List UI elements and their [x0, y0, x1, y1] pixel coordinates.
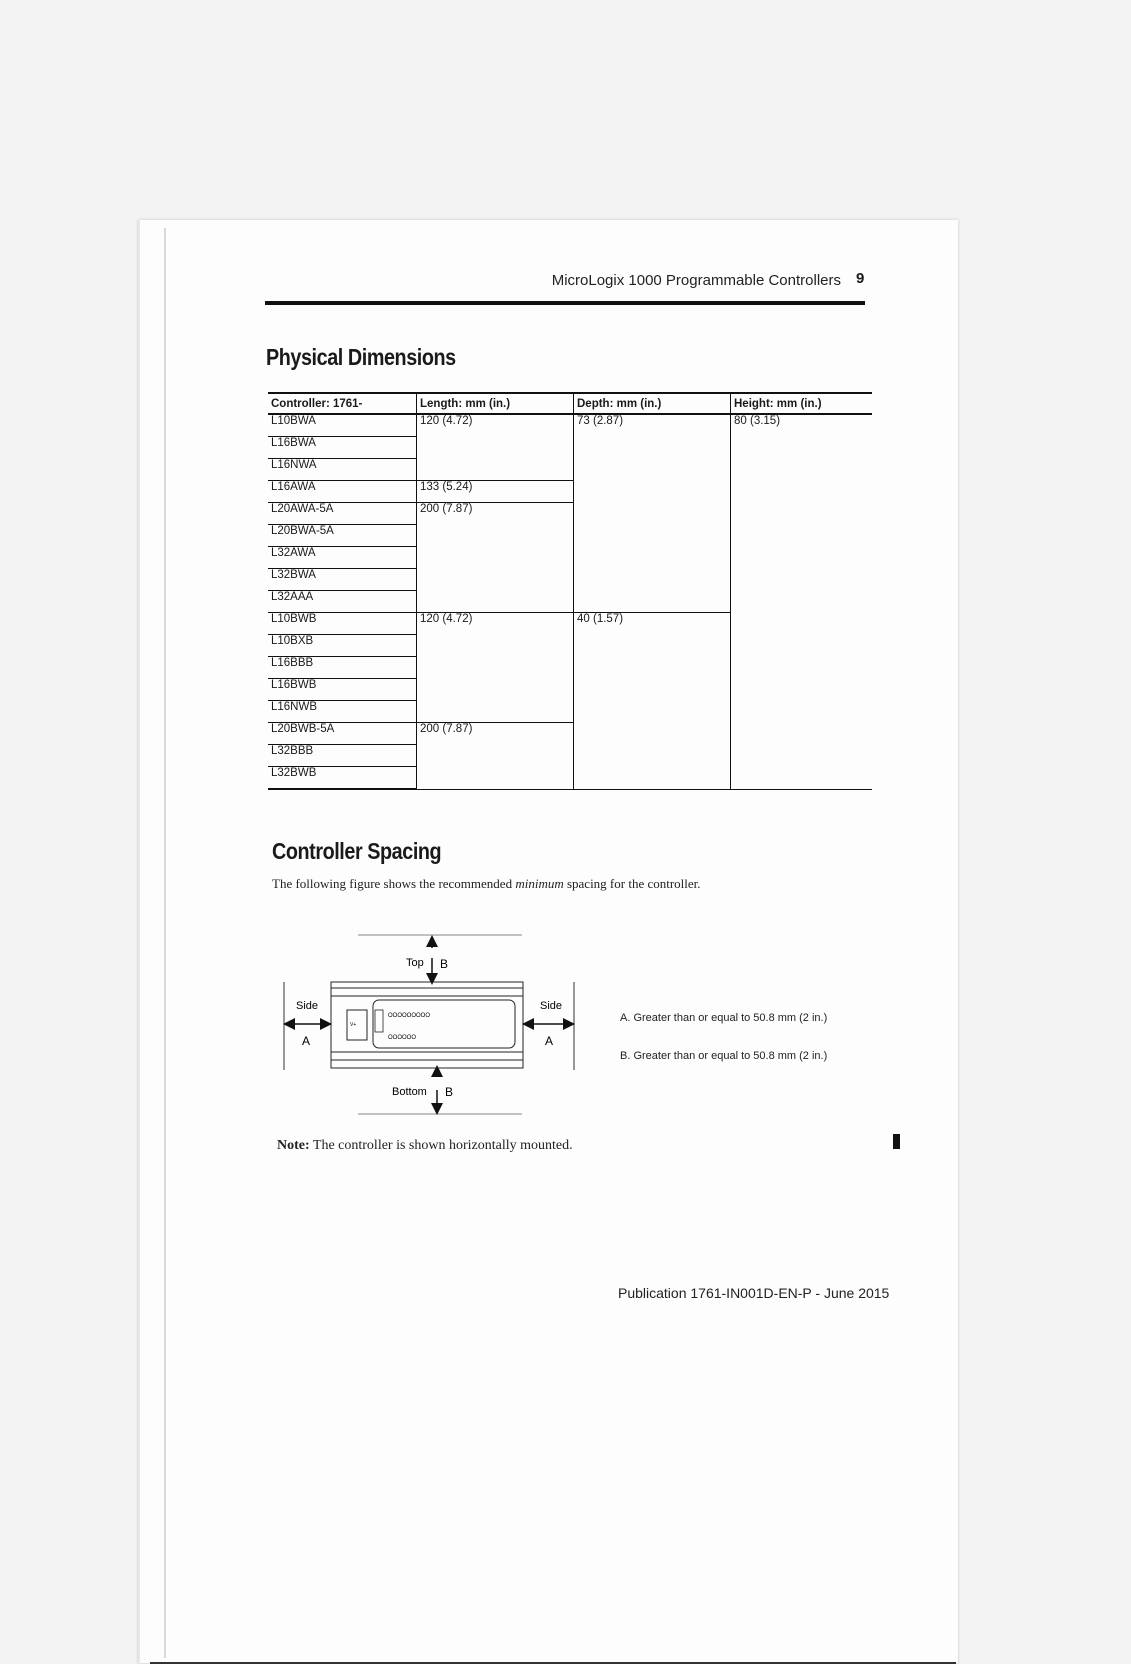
length-cell: 133 (5.24) [417, 481, 574, 503]
legend-a: A. Greater than or equal to 50.8 mm (2 in.) [620, 1012, 828, 1024]
bottom-label: Bottom [392, 1086, 427, 1098]
top-letter-b: B [440, 957, 449, 971]
end-of-section-mark [893, 1134, 900, 1149]
column-header-controller: Controller: 1761- [268, 393, 417, 414]
controller-cell: L20AWA-5A [268, 503, 417, 525]
right-letter-a: A [545, 1034, 554, 1048]
controller-cell: L20BWA-5A [268, 525, 417, 547]
intro-text-end: spacing for the controller. [563, 876, 701, 891]
running-header: MicroLogix 1000 Programmable Controllers [551, 272, 841, 289]
physical-dimensions-table [268, 392, 872, 790]
top-label: Top [406, 957, 424, 969]
controller-cell: L16NWB [268, 701, 417, 723]
column-header-length: Length: mm (in.) [417, 393, 574, 414]
intro-text-start: The following figure shows the recommended [272, 876, 516, 891]
controller-cell: L32AWA [268, 547, 417, 569]
indicator-row-top: OOOOOOOOO [388, 1013, 431, 1019]
depth-cell: 73 (2.87) [574, 414, 731, 613]
legend-b: B. Greater than or equal to 50.8 mm (2 in.) [620, 1050, 828, 1062]
status-led-block [375, 1010, 383, 1032]
controller-cell: L32BWB [268, 767, 417, 790]
note-label: Note: [277, 1138, 310, 1153]
right-side-label: Side [540, 1000, 563, 1012]
column-header-depth: Depth: mm (in.) [574, 393, 731, 414]
controller-cell: L16BBB [268, 657, 417, 679]
height-cell: 80 (3.15) [731, 414, 873, 789]
controller-cell: L16AWA [268, 481, 417, 503]
controller-cell: L10BXB [268, 635, 417, 657]
length-cell: 120 (4.72) [417, 414, 574, 481]
length-cell: 200 (7.87) [417, 723, 574, 790]
controller-cell: L32BBB [268, 745, 417, 767]
note-text: The controller is shown horizontally mounted. [309, 1138, 573, 1153]
controller-cell: L16BWB [268, 679, 417, 701]
connector-mark: V+ [350, 1022, 357, 1028]
length-cell: 200 (7.87) [417, 503, 574, 613]
left-side-label: Side [296, 1000, 319, 1012]
length-cell: 120 (4.72) [417, 613, 574, 723]
table-row [268, 414, 872, 437]
table-header-row [268, 393, 872, 414]
page-spine-shadow [164, 228, 166, 1658]
header-rule [265, 301, 865, 305]
depth-cell: 40 (1.57) [574, 613, 731, 790]
page-number: 9 [856, 270, 865, 287]
controller-cell: L20BWB-5A [268, 723, 417, 745]
controller-spacing-heading: Controller Spacing [272, 838, 442, 864]
controller-cell: L32AAA [268, 591, 417, 613]
spacing-intro-paragraph [272, 876, 701, 892]
publication-footer: Publication 1761-IN001D-EN-P - June 2015 [618, 1285, 890, 1301]
intro-emphasis: minimum [515, 876, 564, 891]
column-header-height: Height: mm (in.) [731, 393, 873, 414]
note-paragraph [277, 1138, 573, 1154]
controller-cell: L10BWA [268, 414, 417, 437]
indicator-row-bottom: OOOOOO [388, 1035, 417, 1041]
physical-dimensions-heading: Physical Dimensions [266, 344, 456, 370]
controller-outline [331, 982, 523, 1068]
controller-spacing-diagram [278, 930, 598, 1120]
controller-cell: L32BWA [268, 569, 417, 591]
controller-cell: L16NWA [268, 459, 417, 481]
left-letter-a: A [302, 1034, 311, 1048]
controller-cell: L10BWB [268, 613, 417, 635]
controller-cell: L16BWA [268, 437, 417, 459]
bottom-letter-b: B [445, 1085, 454, 1099]
